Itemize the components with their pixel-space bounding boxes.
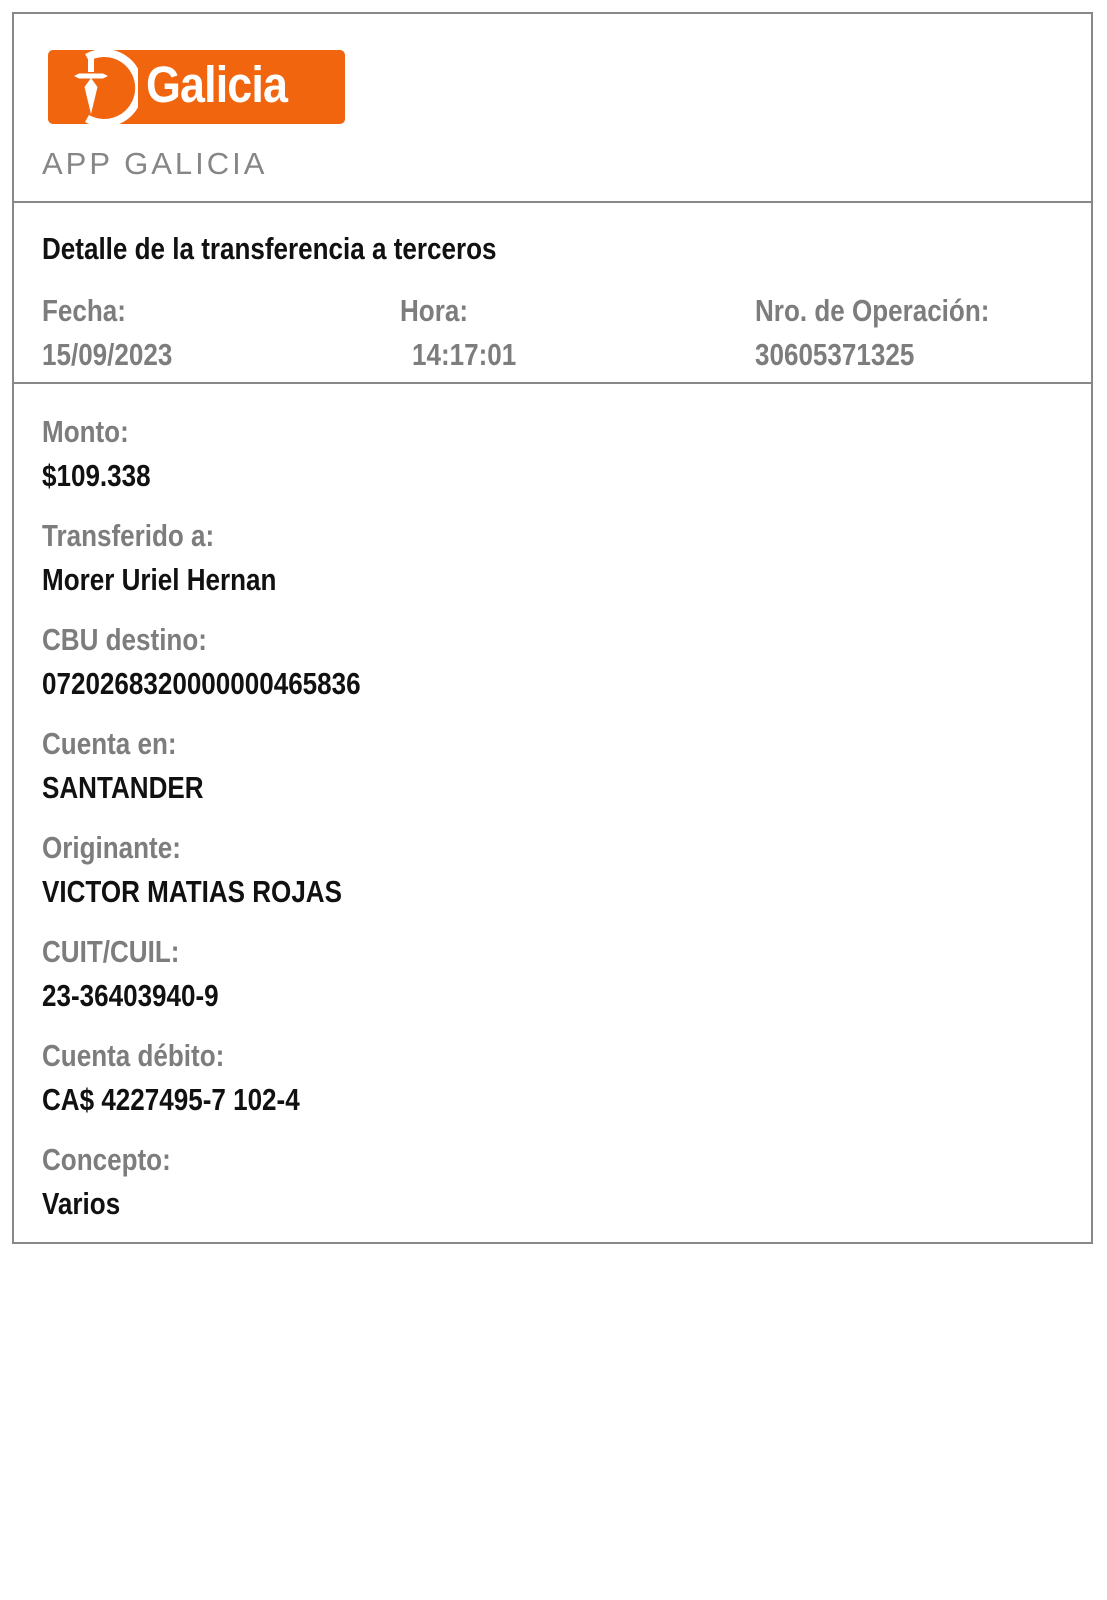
transfer-receipt [12, 12, 1093, 1244]
detail-meta-section [14, 201, 1091, 382]
field-cuit-cuil-label: CUIT/CUIL: [42, 934, 180, 969]
galicia-logo [48, 50, 345, 124]
field-cuit-cuil [42, 930, 1091, 1034]
field-cuenta-debito-value: CA$ 4227495-7 102-4 [42, 1082, 300, 1117]
field-originante-value: VICTOR MATIAS ROJAS [42, 874, 342, 909]
field-transferido-a-label: Transferido a: [42, 518, 215, 553]
field-concepto [42, 1138, 1091, 1242]
field-transferido-a [42, 514, 1091, 618]
meta-row [42, 289, 1091, 381]
field-cuenta-debito-label: Cuenta débito: [42, 1038, 225, 1073]
page-title-text: Detalle de la transferencia a terceros [42, 231, 497, 267]
meta-hora [400, 289, 536, 377]
app-name-label: APP GALICIA [42, 146, 268, 181]
header-section [14, 14, 1091, 201]
field-cbu-destino-label: CBU destino: [42, 622, 207, 657]
field-monto-label: Monto: [42, 414, 129, 449]
field-monto-value: $109.338 [42, 458, 151, 493]
meta-fecha [42, 289, 197, 377]
field-cuenta-debito [42, 1034, 1091, 1138]
meta-nro-operacion-value: 30605371325 [755, 337, 915, 373]
meta-hora-label: Hora: [400, 293, 469, 329]
field-cuenta-en-label: Cuenta en: [42, 726, 177, 761]
field-originante-label: Originante: [42, 830, 181, 865]
field-cuenta-en [42, 722, 1091, 826]
meta-nro-operacion [755, 289, 1034, 377]
page-title [42, 227, 1091, 271]
field-cbu-destino [42, 618, 1091, 722]
fields-section [14, 382, 1091, 1242]
field-originante [42, 826, 1091, 930]
field-concepto-value: Varios [42, 1186, 121, 1221]
galicia-wordmark: Galicia [146, 56, 288, 113]
meta-fecha-value: 15/09/2023 [42, 337, 173, 373]
field-cuit-cuil-value: 23-36403940-9 [42, 978, 219, 1013]
meta-nro-operacion-label: Nro. de Operación: [755, 293, 990, 329]
field-transferido-a-value: Morer Uriel Hernan [42, 562, 277, 597]
galicia-sword-icon [54, 50, 138, 124]
field-cbu-destino-value: 0720268320000000465836 [42, 666, 361, 701]
field-monto [42, 410, 1091, 514]
meta-hora-value: 14:17:01 [412, 337, 517, 373]
field-concepto-label: Concepto: [42, 1142, 171, 1177]
meta-fecha-label: Fecha: [42, 293, 126, 329]
field-cuenta-en-value: SANTANDER [42, 770, 204, 805]
